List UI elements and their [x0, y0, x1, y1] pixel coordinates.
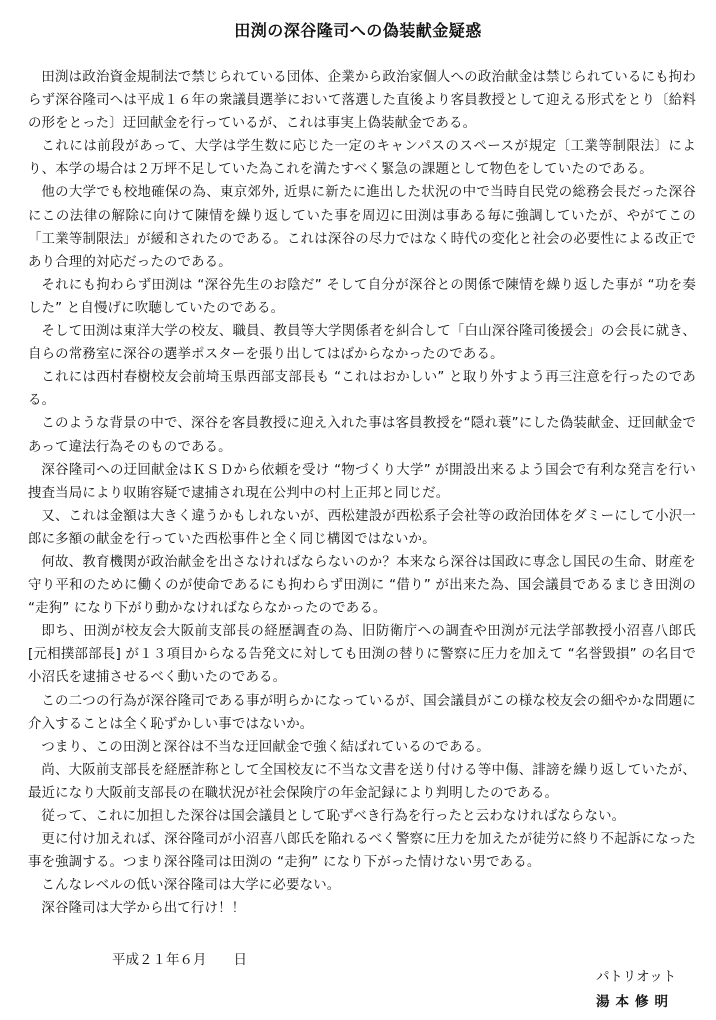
- paragraph: 他の大学でも校地確保の為、東京郊外, 近県に新たに進出した状況の中で当時自民党の総務会長だった深谷にこの法律の解除に向けて陳情を繰り返していた事を周辺に田渕は事ある毎に強調していたが、やがてこの「工業等制限法」が緩和されたのである。これは深谷の尽力ではなく時代の変化と社会の必要性による改正であり合理的対応だったのである。: [28, 185, 696, 270]
- paragraph: これには西村春樹校友会前埼玉県西部支部長も “これはおかしい” と取り外すよう再三注意を行ったのである。: [28, 370, 696, 409]
- paragraph: 更に付け加えれば、深谷隆司が小沼喜八郎氏を陥れるべく警察に圧力を加えたが徒労に終り不起訴になった事を強調する。つまり深谷隆司は田渕の “走狗” になり下がった情けない男である。: [28, 832, 696, 871]
- document-title: 田渕の深谷隆司への偽装献金疑惑: [234, 21, 482, 40]
- paragraph: つまり、この田渕と深谷は不当な迂回献金で強く結ばれているのである。: [41, 739, 490, 755]
- paragraph: それにも拘わらず田渕は “深谷先生のお陰だ” そして自分が深谷との関係で陳情を繰り返した事が “功を奏した” と自慢げに吹聴していたのである。: [28, 277, 696, 316]
- paragraph: この二つの行為が深谷隆司である事が明らかになっているが、国会議員がこの様な校友会の細やかな問題に介入することは全く恥ずかしい事ではないか。: [28, 693, 696, 732]
- paragraph: 深谷隆司への迂回献金はＫＳＤから依頼を受け “物づくり大学” が開設出来るよう国会で有利な発言を行い捜査当局により収賄容疑で逮捕され現在公判中の村上正邦と同じだ。: [28, 462, 696, 501]
- paragraph: このような背景の中で、深谷を客員教授に迎え入れた事は客員教授を“隠れ蓑”にした偽装献金、迂回献金であって違法行為そのものである。: [28, 416, 696, 455]
- paragraph: 深谷隆司は大学から出て行け！！: [41, 901, 246, 917]
- signature-block: [596, 965, 676, 1015]
- paragraph: 従って、これに加担した深谷は国会議員として恥ずべき行為を行ったと云わなければならない。: [41, 809, 626, 824]
- paragraph: 即ち、田渕が校友会大阪前支部長の経歴調査の為、旧防衛庁への調査や田渕が元法学部教授小沼喜八郎氏 [元相撲部部長] が１３項目からなる告発文に対しても田渕の替りに警察に圧力を加えて “名誉毀損” の名目で小沼氏を逮捕させるべく動いたのである。: [28, 624, 696, 686]
- paragraph: 何故、教育機関が政治献金を出さなければならないのか？本来なら深谷は国政に専念し国民の生命、財産を守り平和のために働くのが使命であるにも拘わらず田渕に “借り” が出来た為、国会議員であるまじき田渕の “走狗” になり下がり動かなければならなかったのである。: [28, 554, 696, 617]
- paragraph: 又、これは金額は大きく違うかもしれないが、西松建設が西松系子会社等の政治団体をダミーにして小沢一郎に多額の献金を行っていた西松事件と全く同じ構図ではないか。: [28, 508, 696, 547]
- paragraph: こんなレベルの低い深谷隆司は大学に必要ない。: [41, 878, 341, 894]
- paragraph: これには前段があって、大学は学生数に応じた一定のキャンパスのスペースが規定〔工業等制限法〕により、本学の場合は２万坪不足していた為これを満たすべく緊急の課題として物色をしていたのである。: [28, 139, 696, 178]
- signature-group-name: パトリオット: [596, 969, 677, 985]
- paragraph: そして田渕は東洋大学の校友、職員、教員等大学関係者を糾合して「白山深谷隆司後援会」の会長に就き、自らの常務室に深谷の選挙ポスターを張り出してはばからなかったのである。: [28, 324, 696, 363]
- document-date: 平成２１年６月 日: [112, 952, 247, 968]
- document-body: [28, 66, 696, 920]
- signature-author-name: 湯本修明: [596, 994, 674, 1010]
- paragraph: 田渕は政治資金規制法で禁じられている団体、企業から政治家個人への政治献金は禁じられているにも拘わらず深谷隆司へは平成１６年の衆議員選挙において落選した直後より客員教授として迎える形式をとり〔給料の形をとった〕迂回献金を行っているが、これは事実上偽装献金である。: [28, 70, 696, 132]
- paragraph: 尚、大阪前支部長を経歴詐称として全国校友に不当な文書を送り付ける等中傷、誹謗を繰り返していたが、最近になり大阪前支部長の在職状況が社会保険庁の年金記録により判明したのである。: [28, 762, 696, 801]
